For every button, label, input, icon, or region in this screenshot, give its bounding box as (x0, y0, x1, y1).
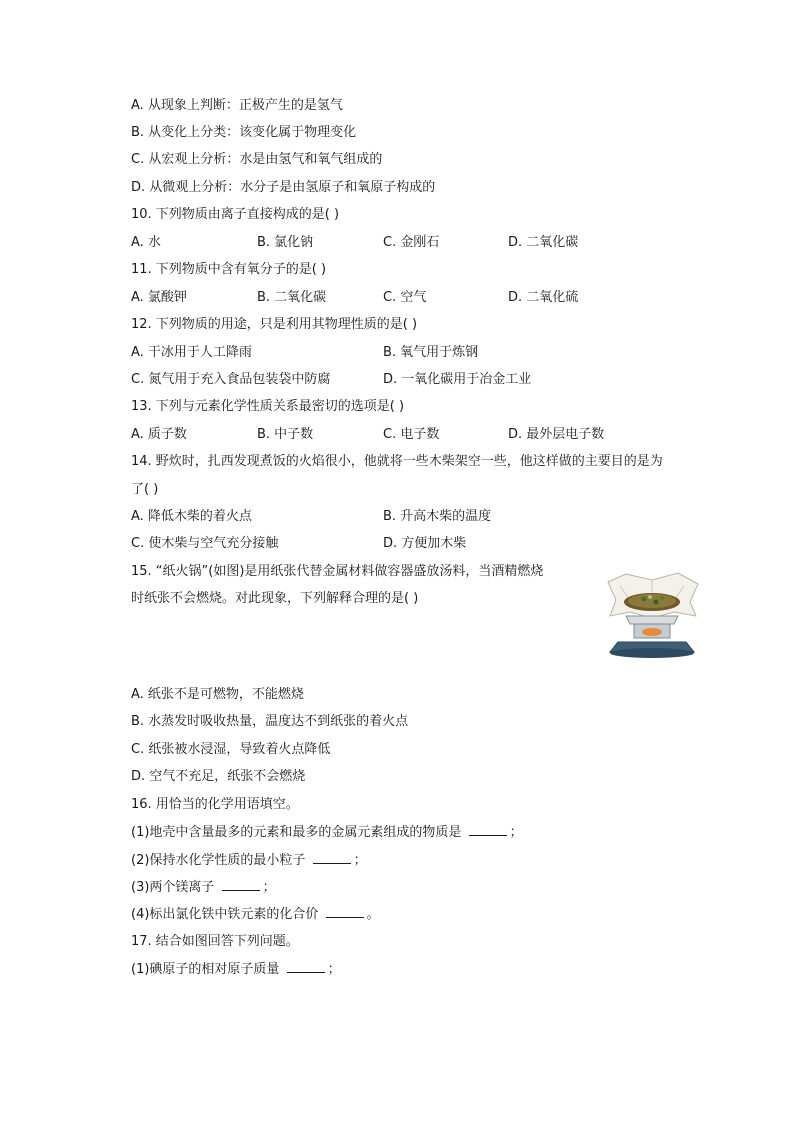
q11-option-c: C. 空气 (383, 290, 427, 305)
q9-option-c: C. 从宏观上分析：水是由氢气和氧气组成的 (131, 152, 383, 167)
q10-option-b: B. 氯化钠 (257, 235, 314, 250)
q9-option-d: D. 从微观上分析：水分子是由氢原子和氧原子构成的 (131, 180, 436, 195)
q13-option-c: C. 电子数 (383, 427, 440, 442)
paper-hotpot-figure (604, 572, 700, 662)
q16-item-4-text: (4)标出氯化铁中铁元素的化合价 (131, 907, 323, 922)
q10-option-c: C. 金刚石 (383, 235, 440, 250)
answer-blank[interactable] (287, 960, 325, 973)
q13-stem: 13. 下列与元素化学性质关系最密切的选项是( ) (131, 399, 405, 414)
q14-stem-line2: 了( ) (131, 482, 159, 497)
q16-item-2-text: (2)保持水化学性质的最小粒子 (131, 853, 310, 868)
q14-stem-line1: 14. 野炊时，扎西发现煮饭的火焰很小，他就将一些木柴架空一些，他这样做的主要目的是为 (131, 454, 663, 469)
q17-item-1 (131, 960, 341, 979)
q9-option-b: B. 从变化上分类：该变化属于物理变化 (131, 125, 357, 140)
q16-item-4-end: 。 (366, 907, 380, 922)
q15-stem-line1: 15. “纸火锅”(如图)是用纸张代替金属材料做容器盛放汤料，当酒精燃烧 (131, 564, 544, 579)
q13-option-a: A. 质子数 (131, 427, 187, 442)
q11-stem: 11. 下列物质中含有氧分子的是( ) (131, 262, 327, 277)
q16-item-4 (131, 905, 380, 924)
q16-item-1-text: (1)地壳中含量最多的元素和最多的金属元素组成的物质是 (131, 825, 466, 840)
q12-option-a: A. 干冰用于人工降雨 (131, 345, 252, 360)
q16-item-2 (131, 851, 367, 870)
q12-option-b: B. 氧气用于炼钢 (383, 345, 479, 360)
q16-item-3-text: (3)两个镁离子 (131, 880, 219, 895)
answer-blank[interactable] (469, 823, 507, 836)
q11-option-a: A. 氯酸钾 (131, 290, 187, 305)
q15-option-a: A. 纸张不是可燃物，不能燃烧 (131, 687, 304, 702)
q9-option-a: A. 从现象上判断：正极产生的是氢气 (131, 98, 343, 113)
answer-blank[interactable] (222, 878, 260, 891)
q16-item-1-end: ； (509, 825, 523, 840)
q12-option-c: C. 氮气用于充入食品包装袋中防腐 (131, 372, 331, 387)
q13-option-b: B. 中子数 (257, 427, 314, 442)
q15-option-b: B. 水蒸发时吸收热量，温度达不到纸张的着火点 (131, 714, 409, 729)
q10-option-d: D. 二氧化碳 (508, 235, 579, 250)
q16-item-2-end: ； (353, 853, 367, 868)
q17-item-1-end: ； (327, 962, 341, 977)
q15-stem-line2: 时纸张不会燃烧。对此现象，下列解释合理的是( ) (131, 591, 419, 606)
q12-stem: 12. 下列物质的用途，只是利用其物理性质的是( ) (131, 317, 418, 332)
q15-option-c: C. 纸张被水浸湿，导致着火点降低 (131, 742, 331, 757)
answer-blank[interactable] (326, 905, 364, 918)
q11-option-b: B. 二氧化碳 (257, 290, 327, 305)
q16-item-3 (131, 878, 276, 897)
q16-item-3-end: ； (262, 880, 276, 895)
q10-stem: 10. 下列物质由离子直接构成的是( ) (131, 207, 340, 222)
q14-option-b: B. 升高木柴的温度 (383, 509, 492, 524)
q10-option-a: A. 水 (131, 235, 161, 250)
q14-option-d: D. 方便加木柴 (383, 536, 467, 551)
q14-option-c: C. 使木柴与空气充分接触 (131, 536, 279, 551)
q14-option-a: A. 降低木柴的着火点 (131, 509, 252, 524)
q12-option-d: D. 一氧化碳用于冶金工业 (383, 372, 532, 387)
q15-option-d: D. 空气不充足，纸张不会燃烧 (131, 769, 306, 784)
q13-option-d: D. 最外层电子数 (508, 427, 605, 442)
answer-blank[interactable] (313, 851, 351, 864)
q16-stem: 16. 用恰当的化学用语填空。 (131, 797, 299, 812)
q11-option-d: D. 二氧化硫 (508, 290, 579, 305)
q17-item-1-text: (1)碘原子的相对原子质量 (131, 962, 284, 977)
q17-stem: 17. 结合如图回答下列问题。 (131, 934, 299, 949)
q16-item-1 (131, 823, 523, 842)
